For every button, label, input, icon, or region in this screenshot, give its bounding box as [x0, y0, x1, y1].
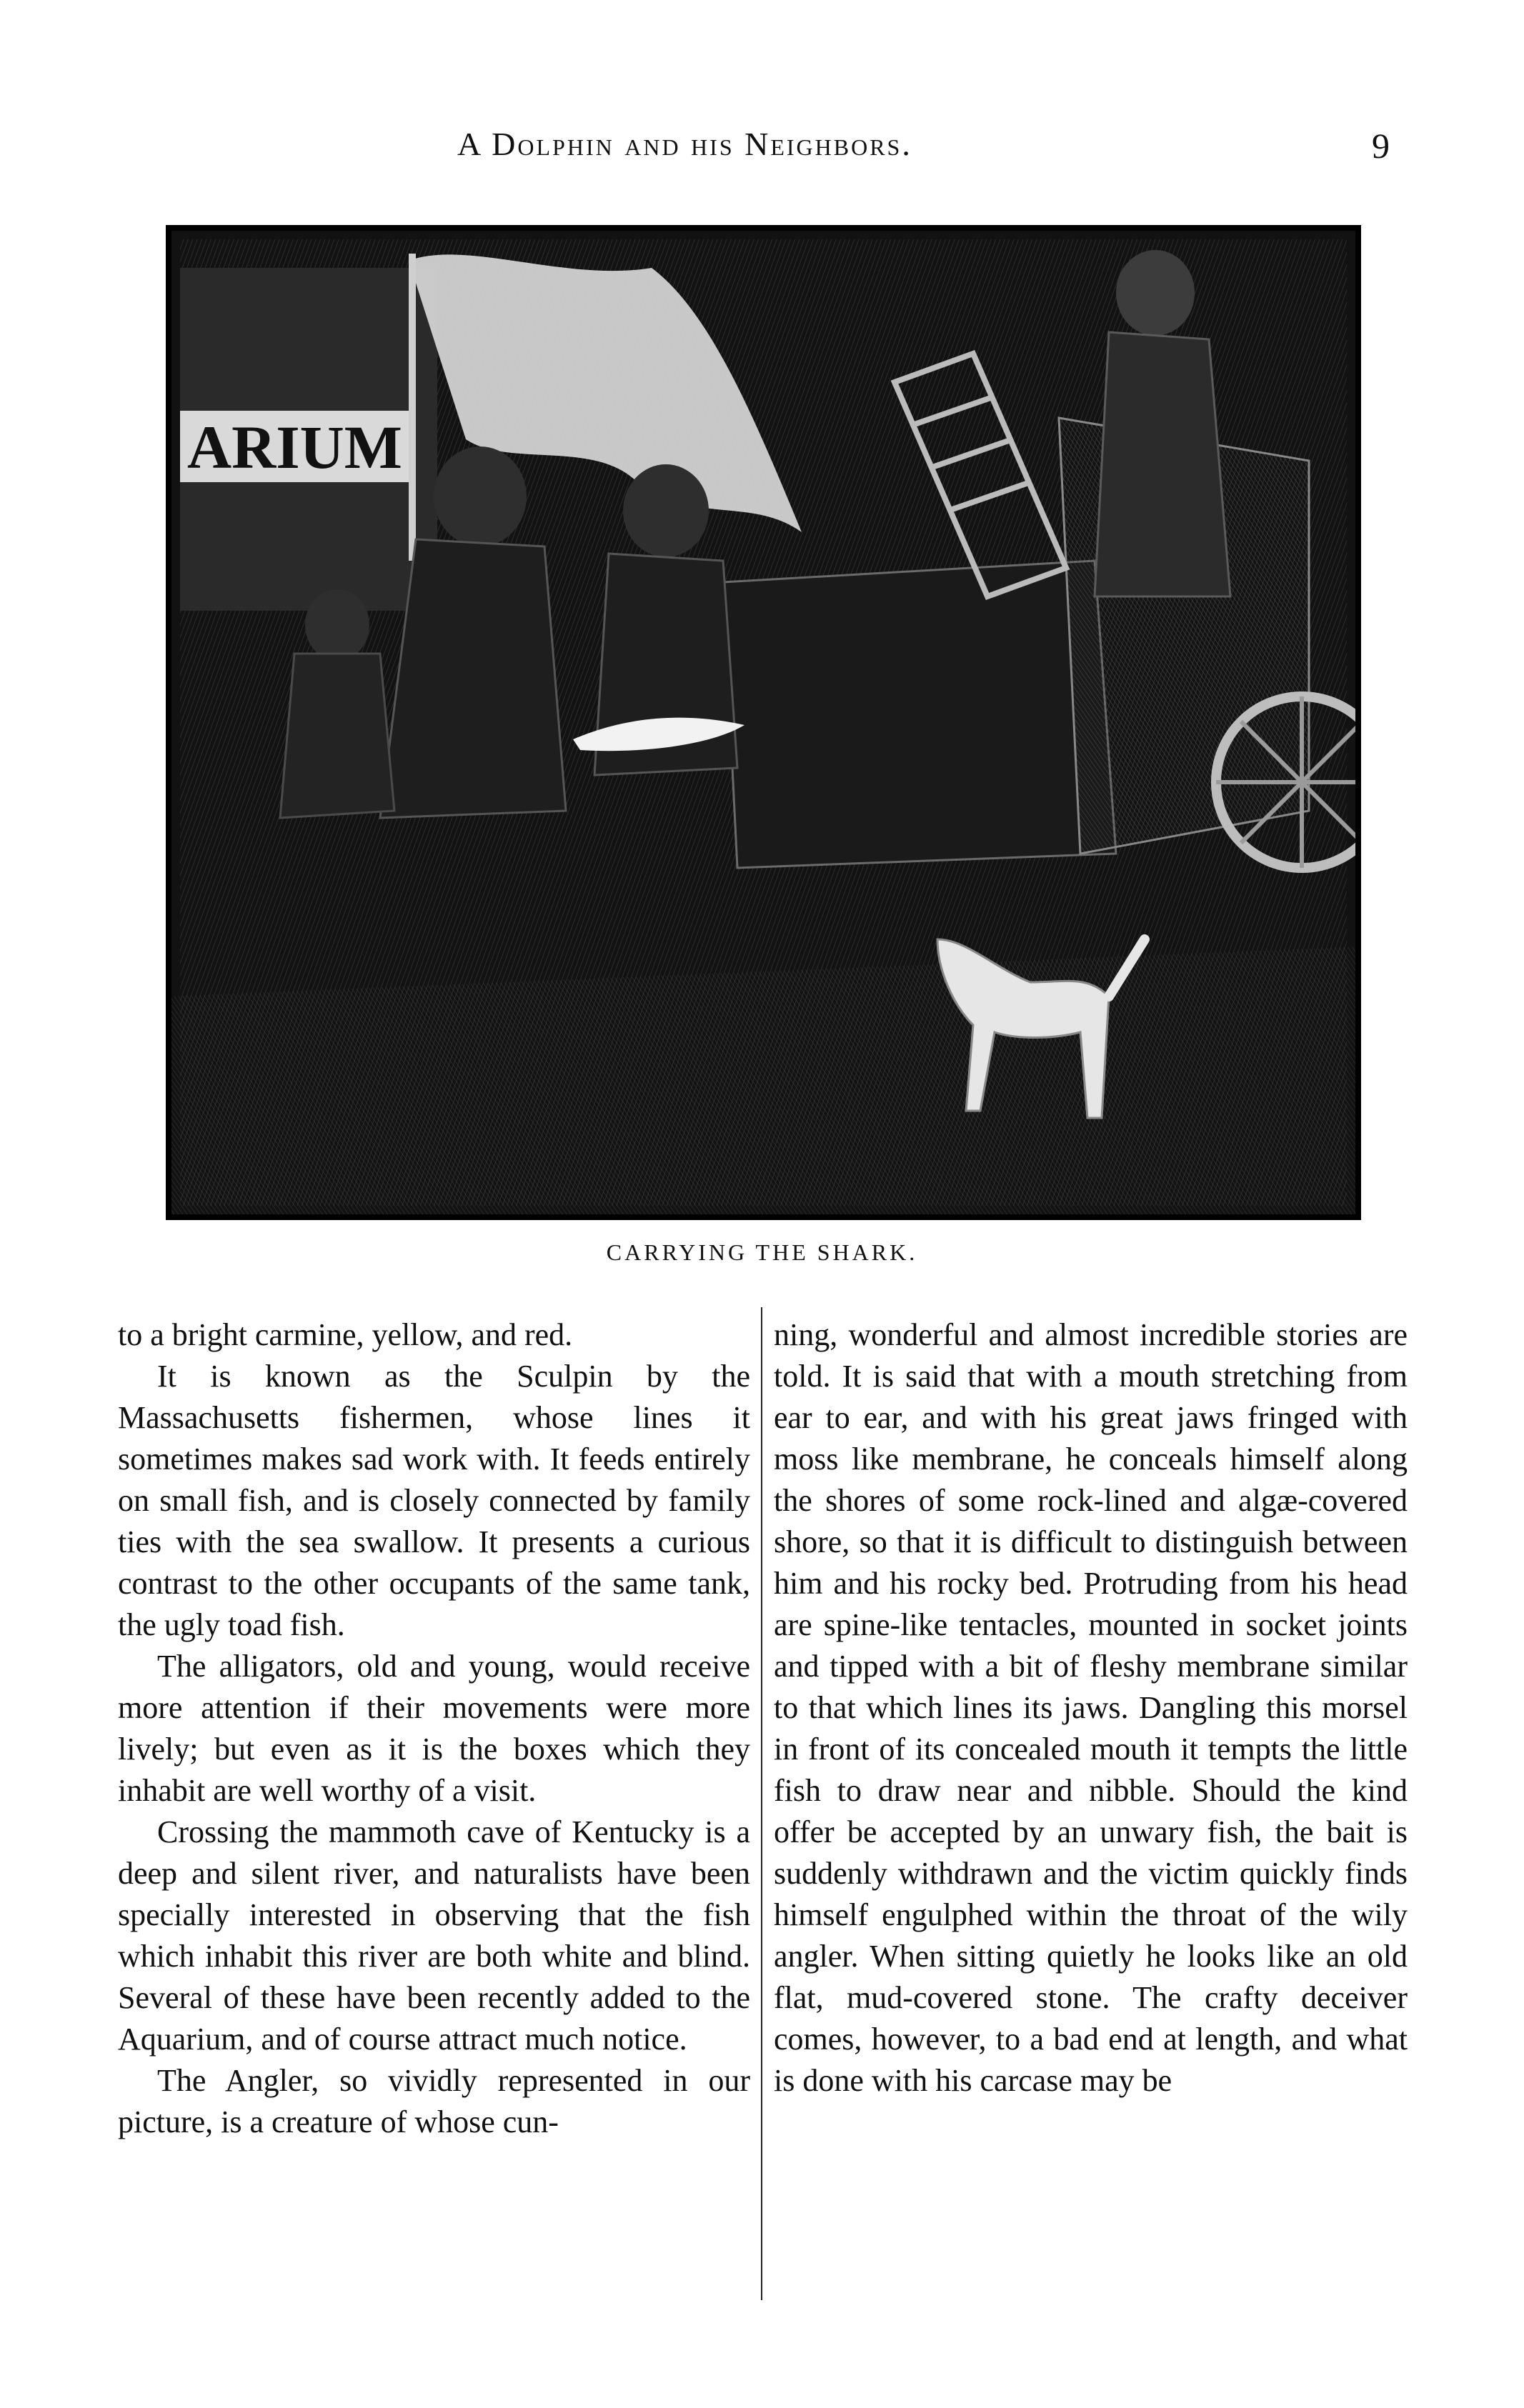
text-column-left — [118, 1314, 750, 2143]
paragraph: It is known as the Sculpin by the Massachusetts fishermen, whose lines it sometimes makes sad work with. It feeds entirely on small fish, and is closely connected by family ties with the sea swallow. It presents a curious contrast to the other occupants of the same tank, the ugly toad fish. — [118, 1359, 750, 1642]
sign-lettering: ARIUM — [187, 413, 402, 481]
paragraph: Crossing the mammoth cave of Kentucky is a deep and silent river, and naturalists have been specially interested in observing that the fish which inhabit this river are both white and blind. Several of these have been recently added to the Aquarium, and of course attract much notice. — [118, 1814, 750, 2057]
engraving-carrying-the-shark — [166, 225, 1361, 1220]
running-head — [0, 125, 1524, 175]
page-number: 9 — [1372, 126, 1390, 166]
figure-caption: CARRYING THE SHARK. — [606, 1239, 918, 1265]
cart-body — [723, 561, 1116, 868]
engraving-image — [166, 225, 1361, 1220]
text-column-right — [774, 1314, 1408, 2102]
paragraph: The Angler, so vividly represented in our picture, is a creature of whose cun- — [118, 2063, 750, 2139]
running-title: A Dolphin and his Neighbors. — [457, 126, 912, 162]
paragraph: The alligators, old and young, would receive more attention if their movements were more lively; but even as it is the boxes which they inhabit are well worthy of a visit. — [118, 1649, 750, 1808]
column-divider — [761, 1307, 762, 2300]
paragraph: ning, wonderful and almost incredible stories are told. It is said that with a mouth stretching from ear to ear, and with his great jaws fringed with moss like membrane, he conceals himself along the shores of some rock-lined and algæ-covered shore, so that it is difficult to distinguish between him and his rocky bed. Protruding from his head are spine-like tentacles, mounted in socket joints and tipped with a bit of fleshy membrane similar to that which lines its jaws. Dangling this morsel in front of its concealed mouth it tempts the little fish to draw near and nibble. Should the kind offer be accepted by an unwary fish, the bait is suddenly withdrawn and the victim quickly finds himself engulphed within the throat of the wily angler. When sitting quietly he looks like an old flat, mud-covered stone. The crafty deceiver comes, however, to a bad end at length, and what is done with his carcase may be — [774, 1317, 1408, 2098]
paragraph: to a bright carmine, yellow, and red. — [118, 1317, 573, 1352]
